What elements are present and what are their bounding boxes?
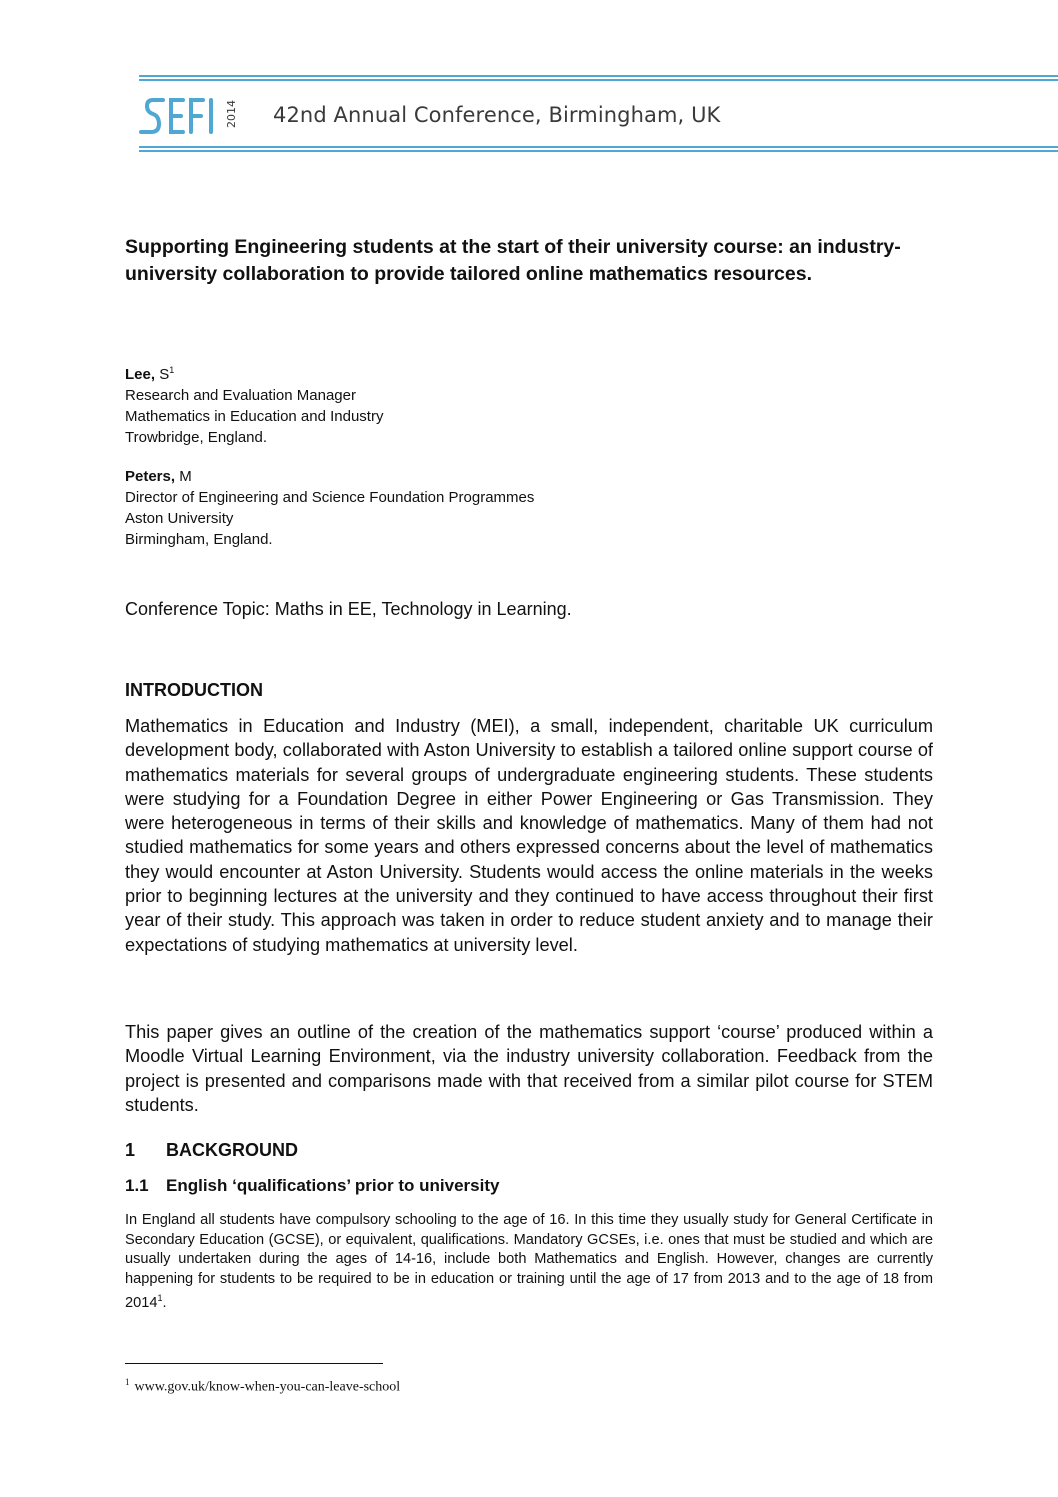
footnote: [125, 1377, 400, 1396]
author-affiliation-mark: 1: [169, 365, 175, 375]
introduction-paragraph-2: This paper gives an outline of the creation of the mathematics support ‘course’ produced within a Moodle Virtual Learning Environment, via the industry university collaboration. Feedback from the project is presented and comparisons made with that received from a similar pilot course for STEM students.: [125, 1022, 933, 1115]
header-rule-bottom: [139, 146, 1058, 152]
footnote-reference[interactable]: 1: [157, 1293, 163, 1304]
section-heading-background: [125, 1140, 298, 1161]
author-initial: S: [159, 366, 170, 383]
logo-year: 2014: [225, 100, 238, 128]
conference-title: 42nd Annual Conference, Birmingham, UK: [273, 103, 721, 127]
background-text-end: .: [162, 1295, 167, 1312]
author-location: Birmingham, England.: [125, 531, 273, 548]
footnote-link[interactable]: www.gov.uk/know-when-you-can-leave-school: [134, 1379, 401, 1395]
section-title: BACKGROUND: [166, 1140, 298, 1160]
author-name-line: [125, 466, 685, 487]
author-organisation: Aston University: [125, 510, 234, 527]
sefi-logo: [139, 94, 249, 140]
author-surname: Lee,: [125, 366, 156, 383]
conference-topic: Conference Topic: Maths in EE, Technology in Learning.: [125, 599, 572, 619]
author-role: Director of Engineering and Science Foundation Programmes: [125, 489, 535, 506]
author-role: Research and Evaluation Manager: [125, 387, 356, 404]
subsection-number: 1.1: [125, 1176, 149, 1195]
author-surname: Peters,: [125, 468, 176, 485]
author-organisation: Mathematics in Education and Industry: [125, 408, 384, 425]
author-block: [125, 360, 685, 448]
section-heading-introduction: INTRODUCTION: [125, 680, 263, 700]
background-paragraph: [125, 1211, 933, 1314]
author-block: [125, 466, 685, 550]
subsection-heading: [125, 1176, 499, 1196]
paper-title: Supporting Engineering students at the start of their university course: an industry-university collaboration to provide tailored online mathematics resources.: [125, 236, 901, 285]
section-number: 1: [125, 1140, 136, 1160]
subsection-title: English ‘qualifications’ prior to university: [166, 1176, 500, 1195]
background-text: In England all students have compulsory schooling to the age of 16. In this time they usually study for General Certificate in Secondary Education (GCSE), or equivalent, qualifications. Mandatory GCSEs, i.e. ones that must be studied and which are usually undertaken during the ages of 14-16, include both Mathematics and English. However, changes are currently happening for students to be required to be in education or training until the age of 17 from 2013 and to the age of 18 from 2014: [125, 1212, 933, 1312]
header-rule-top: [139, 75, 1058, 81]
introduction-paragraph-1: Mathematics in Education and Industry (MEI), a small, independent, charitable UK curriculum development body, collaborated with Aston University to establish a tailored online support course of mathematics materials for several groups of undergraduate engineering students. These students were studying for a Foundation Degree in either Power Engineering or Gas Transmission. They were heterogeneous in terms of their skills and knowledge of mathematics. Many of them had not studied mathematics for some years and others expressed concerns about the level of mathematics they would encounter at Aston University. Students would access the online materials in the weeks prior to beginning lectures at the university and they continued to have access throughout their first year of their study. This approach was taken in order to reduce student anxiety and to manage their expectations of studying mathematics at university level.: [125, 716, 933, 955]
author-location: Trowbridge, England.: [125, 429, 268, 446]
footnote-rule: [125, 1363, 383, 1364]
footnote-number: 1: [125, 1377, 130, 1387]
author-name-line: [125, 360, 685, 385]
author-initial: M: [179, 468, 192, 485]
